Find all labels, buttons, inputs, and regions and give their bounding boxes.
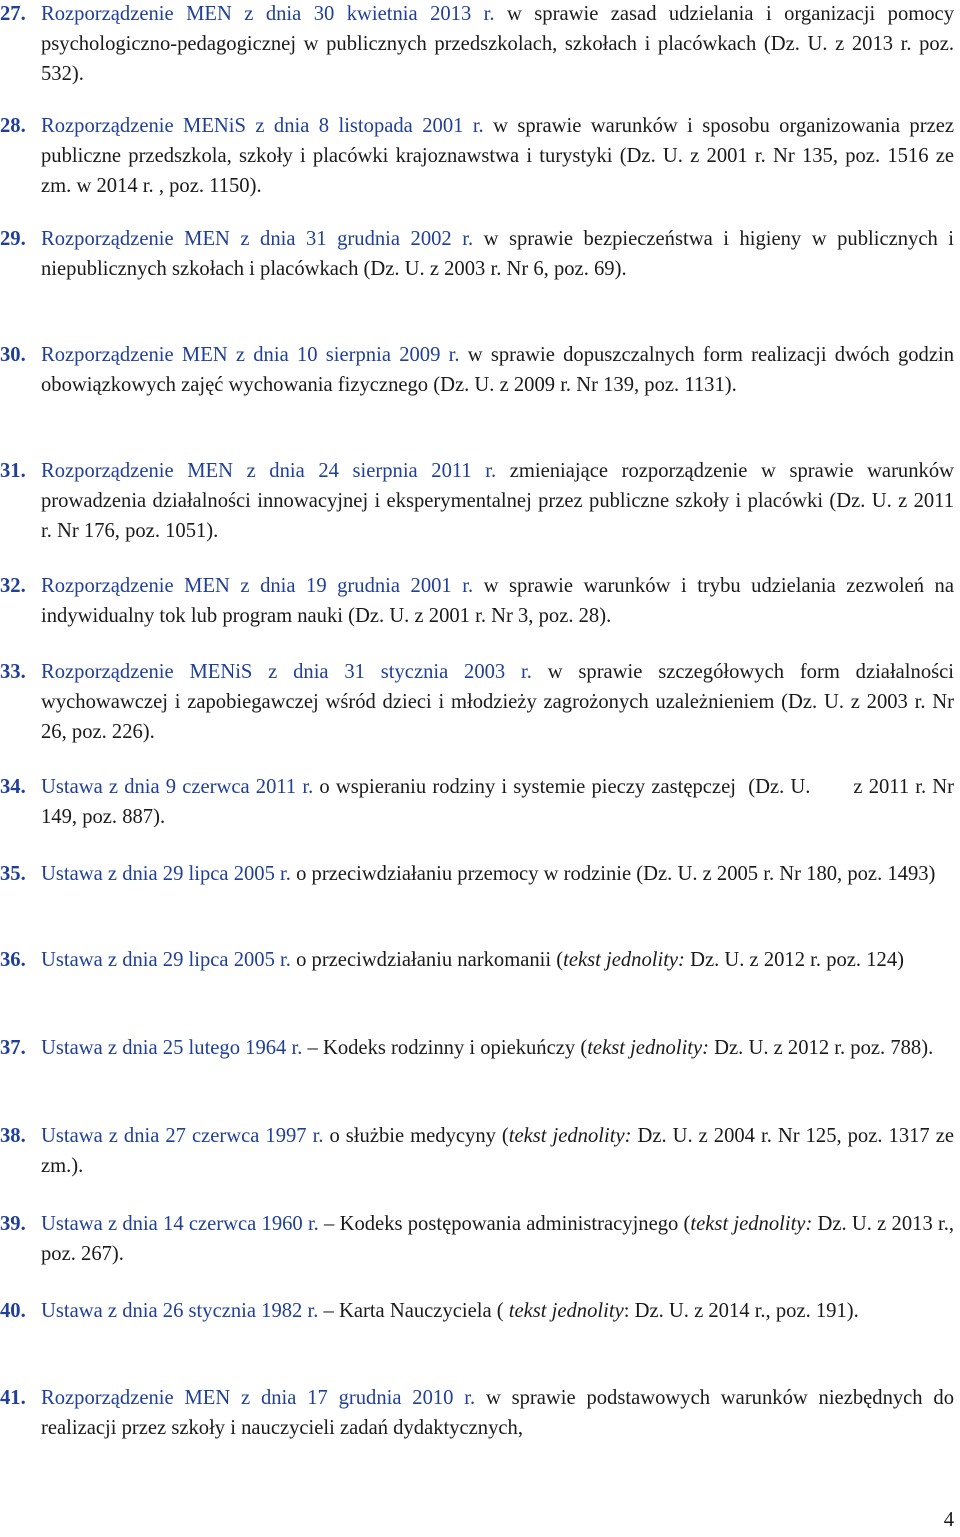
act-citation: Dz. U. z 2004 r. Nr 125, poz. 1317 ze zm.). xyxy=(41,1125,955,1177)
act-description: w sprawie podstawowych warunków niezbędnych do realizacji przez szkoły i nauczycieli zadań dydaktycznych, xyxy=(41,1387,954,1439)
list-item xyxy=(0,1121,960,1181)
act-title: Rozporządzenie MEN z dnia 10 sierpnia 2009 r. xyxy=(41,344,460,366)
act-description: o przeciwdziałaniu narkomanii ( xyxy=(290,949,564,971)
act-description: w sprawie bezpieczeństwa i higieny w publicznych i niepublicznych szkołach i placówkach (Dz. U. z 2003 r. Nr 6, poz. 69). xyxy=(41,228,954,280)
act-citation: : Dz. U. z 2014 r., poz. 191). xyxy=(623,1300,859,1322)
act-title: Rozporządzenie MEN z dnia 24 sierpnia 2011 r. xyxy=(41,460,497,482)
item-number: 38. xyxy=(0,1125,26,1147)
act-title: Rozporządzenie MEN z dnia 30 kwietnia 2013 r. xyxy=(41,3,495,25)
item-number: 27. xyxy=(0,3,26,25)
act-description: – Karta Nauczyciela ( xyxy=(318,1300,509,1322)
consolidated-text-label: tekst jednolity: xyxy=(690,1213,813,1235)
item-number: 33. xyxy=(0,661,26,683)
item-number: 36. xyxy=(0,949,26,971)
item-number: 40. xyxy=(0,1300,26,1322)
act-title: Ustawa z dnia 29 lipca 2005 r. xyxy=(41,949,291,971)
act-title: Rozporządzenie MENiS z dnia 31 stycznia 2003 r. xyxy=(41,661,532,683)
consolidated-text-label: tekst jednolity: xyxy=(587,1037,710,1059)
act-title: Ustawa z dnia 14 czerwca 1960 r. xyxy=(41,1213,319,1235)
list-item xyxy=(0,1383,960,1443)
item-number: 34. xyxy=(0,776,26,798)
act-title: Rozporządzenie MEN z dnia 17 grudnia 2010 r. xyxy=(41,1387,476,1409)
act-description: – Kodeks postępowania administracyjnego ( xyxy=(318,1213,691,1235)
item-number: 39. xyxy=(0,1213,26,1235)
act-title: Rozporządzenie MENiS z dnia 8 listopada 2001 r. xyxy=(41,115,484,137)
list-item xyxy=(0,1033,960,1063)
act-description: w sprawie warunków i sposobu organizowania przez publiczne przedszkola, szkoły i placówki krajoznawstwa i turystyki (Dz. U. z 2001 r. Nr 135, poz. 1516 ze zm. w 2014 r. , poz. 1150). xyxy=(41,115,954,197)
act-citation: Dz. U. z 2013 r., poz. 267). xyxy=(41,1213,954,1265)
act-description: o przeciwdziałaniu przemocy w rodzinie (Dz. U. z 2005 r. Nr 180, poz. 1493) xyxy=(290,863,936,885)
consolidated-text-label: tekst jednolity xyxy=(508,1300,624,1322)
list-item xyxy=(0,945,960,975)
list-item xyxy=(0,1209,960,1269)
item-number: 29. xyxy=(0,228,26,250)
act-description: – Kodeks rodzinny i opiekuńczy ( xyxy=(302,1037,588,1059)
item-number: 41. xyxy=(0,1387,26,1409)
act-description: o służbie medycyny ( xyxy=(323,1125,509,1147)
act-citation: Dz. U. z 2012 r. poz. 788). xyxy=(709,1037,934,1059)
act-description: w sprawie warunków i trybu udzielania zezwoleń na indywidualny tok lub program nauki (Dz. U. z 2001 r. Nr 3, poz. 28). xyxy=(41,575,954,627)
consolidated-text-label: tekst jednolity: xyxy=(508,1125,632,1147)
act-title: Rozporządzenie MEN z dnia 31 grudnia 2002 r. xyxy=(41,228,474,250)
item-number: 30. xyxy=(0,344,26,366)
item-number: 31. xyxy=(0,460,26,482)
item-number: 28. xyxy=(0,115,26,137)
act-description: w sprawie szczegółowych form działalności wychowawczej i zapobiegawczej wśród dzieci i młodzieży zagrożonych uzależnieniem (Dz. U. z 2003 r. Nr 26, poz. 226). xyxy=(41,661,954,743)
list-item xyxy=(0,571,960,631)
act-description: zmieniające rozporządzenie w sprawie warunków prowadzenia działalności innowacyjnej i eksperymentalnej przez publiczne szkoły i placówki (Dz. U. z 2011 r. Nr 176, poz. 1051). xyxy=(41,460,954,542)
act-description: w sprawie dopuszczalnych form realizacji dwóch godzin obowiązkowych zajęć wychowania fizycznego (Dz. U. z 2009 r. Nr 139, poz. 1131). xyxy=(41,344,954,396)
act-description: w sprawie zasad udzielania i organizacji pomocy psychologiczno-pedagogicznej w publicznych przedszkolach, szkołach i placówkach (Dz. U. z 2013 r. poz. 532). xyxy=(41,3,954,85)
act-description: o wspieraniu rodziny i systemie pieczy zastępczej (Dz. U. z 2011 r. Nr 149, poz. 887). xyxy=(41,776,960,828)
act-title: Rozporządzenie MEN z dnia 19 grudnia 2001 r. xyxy=(41,575,474,597)
item-number: 37. xyxy=(0,1037,26,1059)
consolidated-text-label: tekst jednolity: xyxy=(563,949,685,971)
list-item xyxy=(0,0,960,89)
item-number: 32. xyxy=(0,575,26,597)
list-item xyxy=(0,859,960,889)
list-item xyxy=(0,657,960,747)
list-item xyxy=(0,111,960,201)
act-citation: Dz. U. z 2012 r. poz. 124) xyxy=(684,949,904,971)
list-item xyxy=(0,772,960,832)
act-title: Ustawa z dnia 25 lutego 1964 r. xyxy=(41,1037,303,1059)
act-title: Ustawa z dnia 26 stycznia 1982 r. xyxy=(41,1300,319,1322)
item-number: 35. xyxy=(0,863,26,885)
list-item xyxy=(0,1296,960,1326)
act-title: Ustawa z dnia 27 czerwca 1997 r. xyxy=(41,1125,324,1147)
act-title: Ustawa z dnia 9 czerwca 2011 r. xyxy=(41,776,314,798)
list-item xyxy=(0,340,960,400)
list-item xyxy=(0,456,960,546)
list-item xyxy=(0,224,960,284)
act-title: Ustawa z dnia 29 lipca 2005 r. xyxy=(41,863,291,885)
page-number: 4 xyxy=(943,1509,954,1531)
